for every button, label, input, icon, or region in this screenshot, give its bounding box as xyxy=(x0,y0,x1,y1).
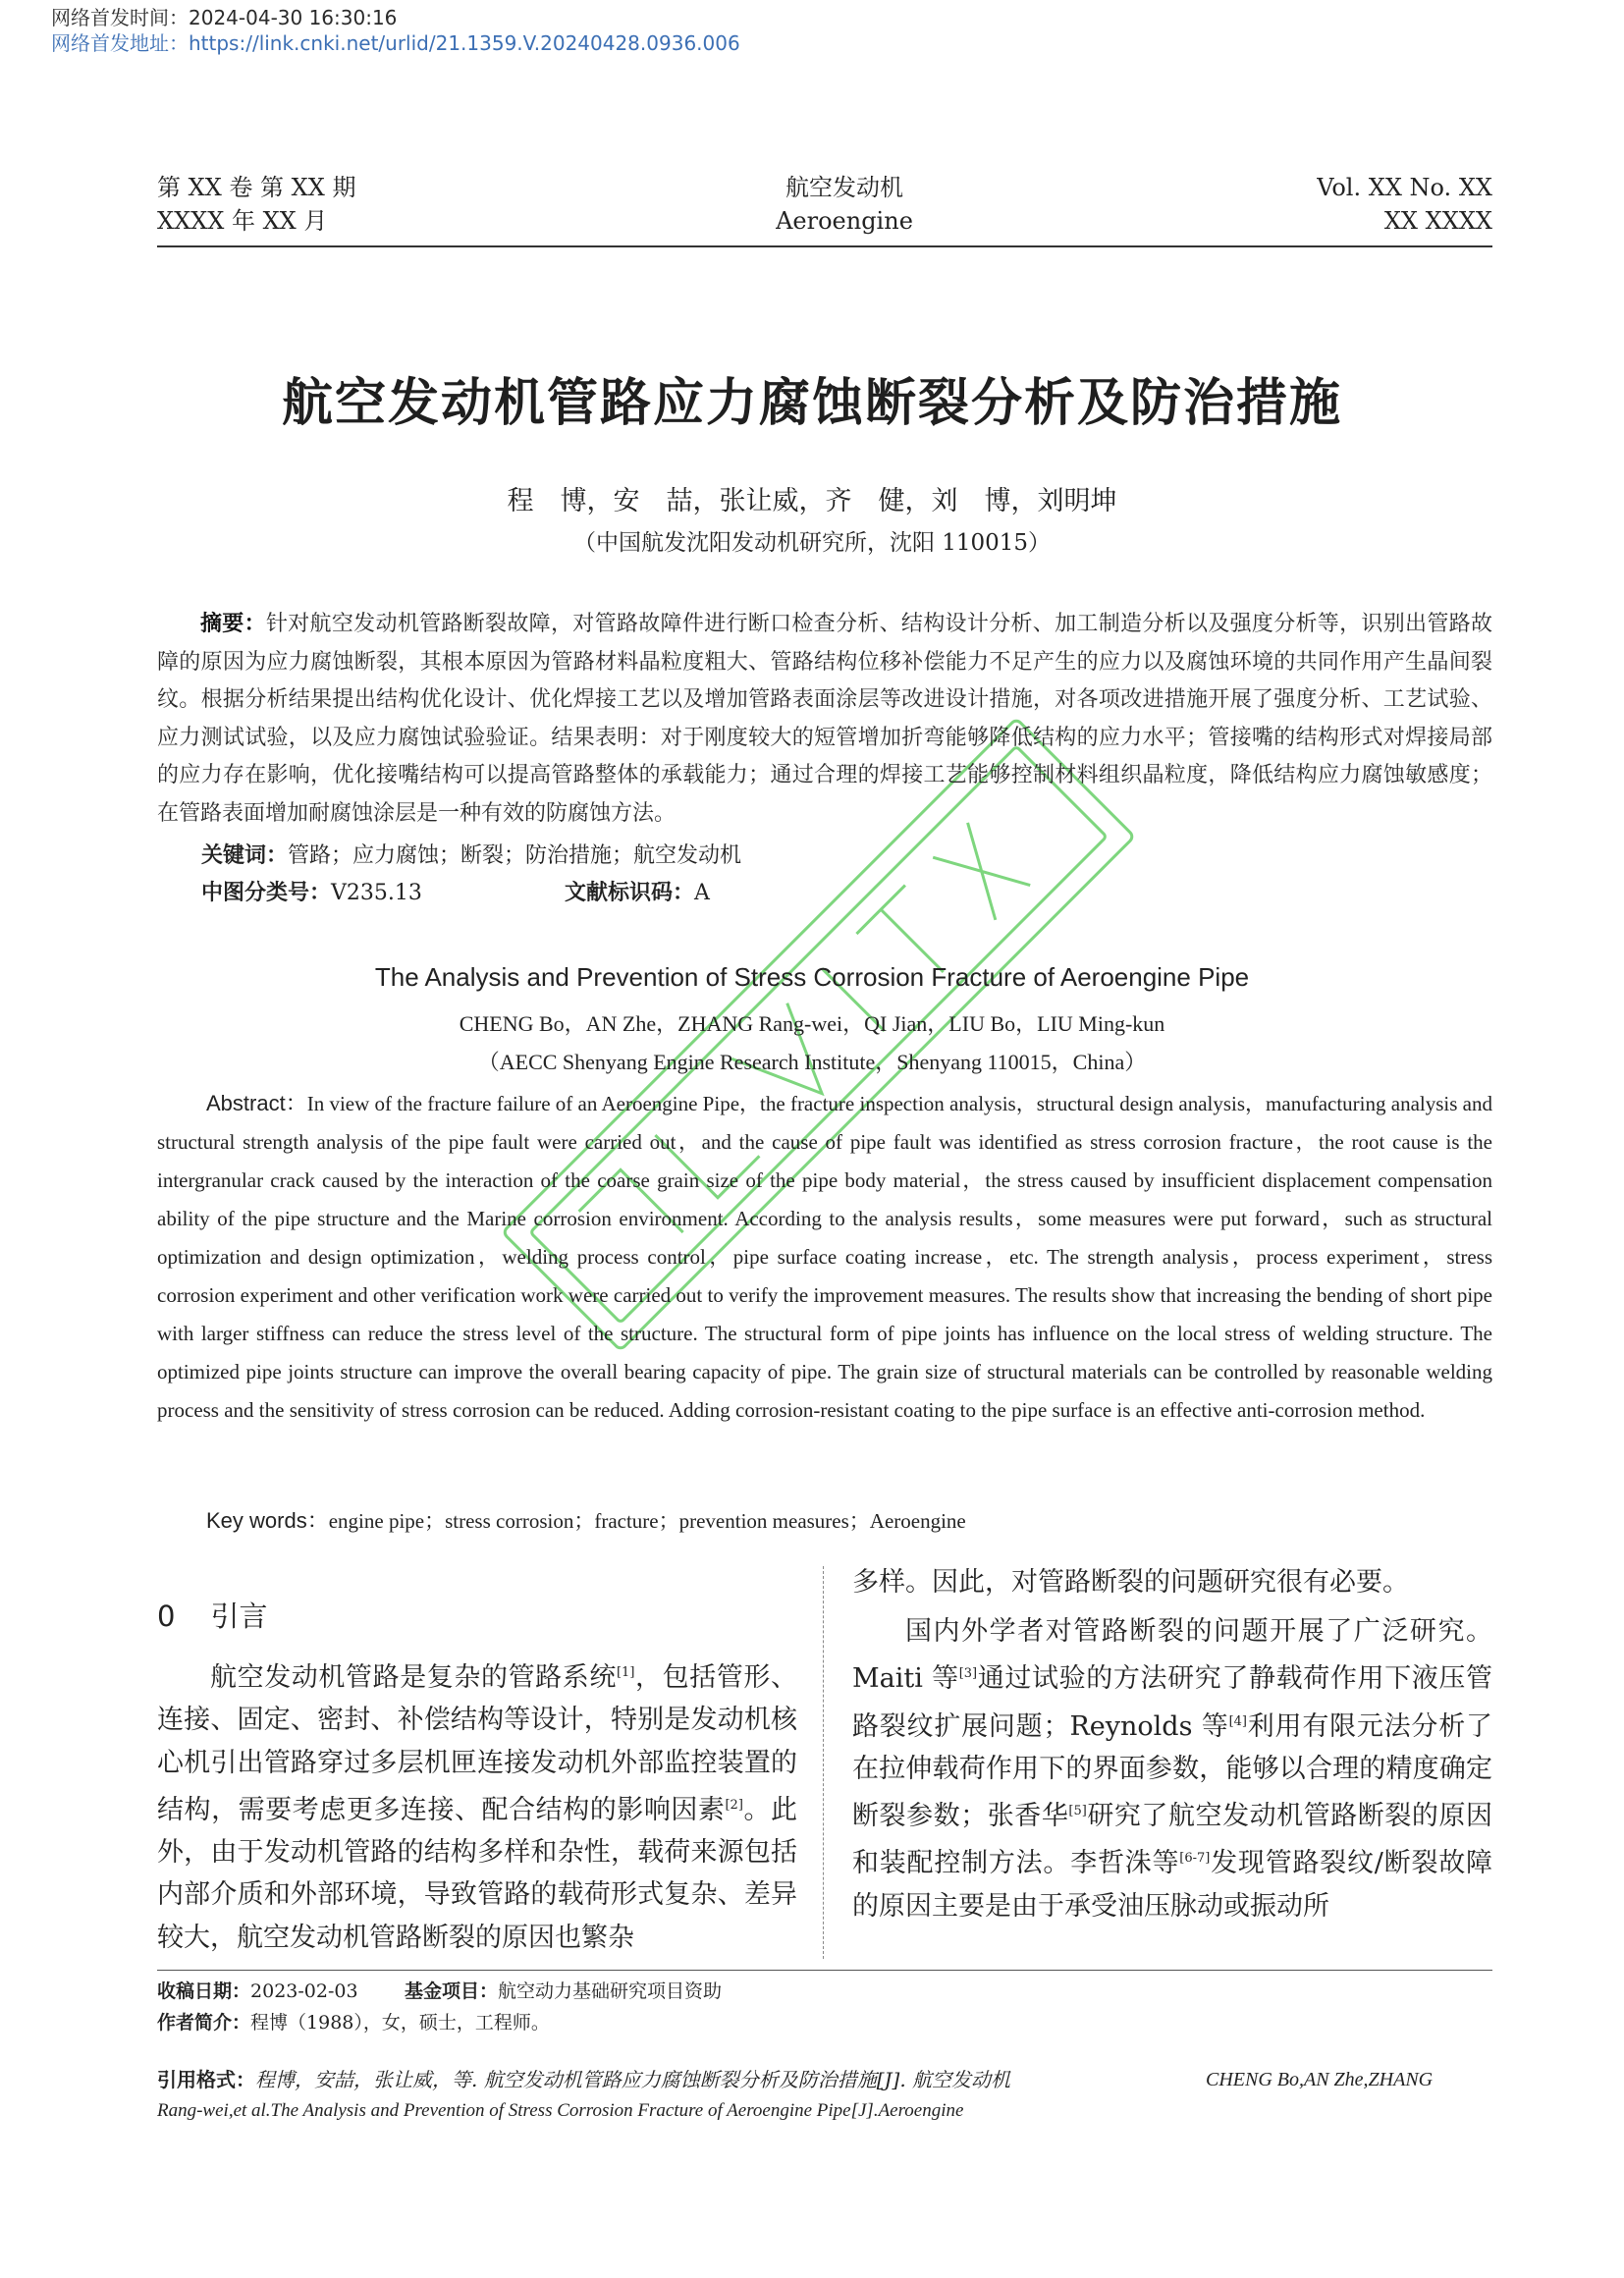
author-value: 程博（1988），女，硕士，工程师。 xyxy=(250,2012,550,2034)
ref-link[interactable]: [4] xyxy=(1228,1713,1247,1729)
ref-link[interactable]: [1] xyxy=(616,1665,635,1680)
citation-label: 引用格式： xyxy=(157,2068,255,2091)
classification-text: V235.13 xyxy=(331,881,422,905)
column-divider xyxy=(823,1566,824,1959)
body-text: ，包括管形、连接、固定、密封、补偿结构等设计，特别是发动机核心机引出管路穿过多层机匣连接发动机外部监控装置的结构，需要考虑更多连接、配合结构的影响因素 xyxy=(157,1662,797,1825)
received-label: 收稿日期： xyxy=(157,1980,251,2002)
ref-link[interactable]: [2] xyxy=(725,1797,743,1813)
body-text: 通过试验的方法研究了静载荷作用下液压管路裂纹扩展问题；Reynolds 等 xyxy=(852,1663,1492,1742)
header-date: XXXX 年 XX 月 xyxy=(157,207,328,235)
abstract-en-text: In view of the fracture failure of an Aeroengine Pipe，the fracture inspection analysis，structural design analysis，manufacturing analysis and structural strength analysis of the pipe fault were carried out，and the cause of pipe fault was identified as stress corrosion fracture，the root cause is the intergranular crack caused by the interaction of the coarse grain size of the pipe body material，the stress caused by insufficient displacement compensation ability of the pipe structure and the Marine corrosion environment. According to the analysis results，some measures were put forward，such as structural optimization and design optimization，welding process control，pipe surface coating increase，etc. The strength analysis，process experiment，stress corrosion experiment and other verification work were carried out to verify the improvement measures. The results show that increasing the bending of short pipe with larger stiffness can reduce the stress level of the structure. The structural form of pipe joints has influence on the local stress of welding structure. The optimized pipe joints structure can improve the overall bearing capacity of pipe. The grain size of structural materials can be controlled by reasonable welding process and the sensitivity of stress corrosion can be reduced. Adding corrosion-resistant coating to the pipe surface is an effective anti-corrosion method. xyxy=(157,1092,1492,1422)
keywords-en xyxy=(206,1504,966,1535)
keywords-cn-text: 管路；应力腐蚀；断裂；防治措施；航空发动机 xyxy=(288,843,742,868)
abstract-cn-text: 针对航空发动机管路断裂故障，对管路故障件进行断口检查分析、结构设计分析、加工制造分析以及强度分析等，识别出管路故障的原因为应力腐蚀断裂，其根本原因为管路材料晶粒度粗大、管路结构位移补偿能力不足产生的应力以及腐蚀环境的共同作用产生晶间裂纹。根据分析结果提出结构优化设计、优化焊接工艺以及增加管路表面涂层等改进设计措施，对各项改进措施开展了强度分析、工艺试验、应力测试试验，以及应力腐蚀试验验证。结果表明：对于刚度较大的短管增加折弯能够降低结构的应力水平；管接嘴的结构形式对焊接局部的应力存在影响，优化接嘴结构可以提高管路整体的承载能力；通过合理的焊接工艺能够控制材料组织晶粒度，降低结构应力腐蚀敏感度；在管路表面增加耐腐蚀涂层是一种有效的防腐蚀方法。 xyxy=(157,612,1492,826)
header-volume-issue: 第 XX 卷 第 XX 期 xyxy=(157,174,356,201)
citation-cn-text: 程博，安喆，张让威，等. 航空发动机管路应力腐蚀断裂分析及防治措施[J]. 航空发动机 xyxy=(255,2068,1011,2091)
body-text: 国内外学者对管路断裂的问题开展了广泛研究。Maiti 等 xyxy=(852,1616,1492,1695)
ref-link[interactable]: [5] xyxy=(1068,1804,1087,1819)
abstract-cn xyxy=(157,606,1492,833)
received-date xyxy=(157,1978,358,2005)
doc-code-label: 文献标识码： xyxy=(565,881,695,905)
abstract-cn-label: 摘要： xyxy=(200,612,266,636)
body-text: 航空发动机管路是复杂的管路系统 xyxy=(210,1662,617,1693)
body-text: 发现管路裂纹/断裂故障的原因主要是由于承受油压脉动或振动所 xyxy=(852,1848,1492,1922)
paper-title: 航空发动机管路应力腐蚀断裂分析及防治措施 xyxy=(281,373,1342,433)
journal-name-en: Aeroengine xyxy=(776,207,913,235)
header-month-year: XX XXXX xyxy=(1383,207,1492,235)
body-text: 。此外，由于发动机管路的结构多样和杂性，载荷来源包括内部介质和外部环境，导致管路的载荷形式复杂、差异较大，航空发动机管路断裂的原因也繁杂 xyxy=(157,1794,797,1953)
header-vol-no: Vol. XX No. XX xyxy=(1317,174,1492,201)
body-right-column xyxy=(852,1610,1492,1927)
citation-en-tail: CHENG Bo,AN Zhe,ZHANG xyxy=(1206,2069,1434,2090)
header-rule xyxy=(157,245,1492,247)
paper-authors: 程 博，安 喆，张让威，齐 健，刘 博，刘明坤 xyxy=(507,486,1117,516)
doc-code xyxy=(565,876,710,906)
body-left-column xyxy=(157,1652,797,1959)
citation-cn xyxy=(157,2066,1010,2093)
section-number: 0 xyxy=(157,1600,176,1633)
keywords-cn xyxy=(201,839,741,869)
section-title: 引言 xyxy=(210,1600,268,1633)
english-affiliation: （AECC Shenyang Engine Research Institute，Shenyang 110015，China） xyxy=(477,1050,1147,1074)
section-heading xyxy=(157,1595,267,1635)
paper-affiliation: （中国航发沈阳发动机研究所，沈阳 110015） xyxy=(572,530,1052,556)
author-bio xyxy=(157,2009,550,2036)
fund-label: 基金项目： xyxy=(405,1980,499,2002)
classification-label: 中图分类号： xyxy=(201,881,332,905)
header-vol-en xyxy=(1317,171,1492,238)
cnki-url-link[interactable]: 网络首发地址：https://link.cnki.net/urlid/21.1359.V.20240428.0936.006 xyxy=(51,31,740,55)
header-journal xyxy=(609,171,1080,238)
keywords-cn-label: 关键词： xyxy=(201,843,289,868)
english-authors: CHENG Bo，AN Zhe，ZHANG Rang-wei，QI Jian，LIU Bo，LIU Ming-kun xyxy=(459,1011,1165,1036)
abstract-en xyxy=(157,1084,1492,1430)
body-text: 利用有限元法分析了在拉伸载荷作用下的界面参数，能够以合理的精度确定断裂参数；张香华 xyxy=(852,1710,1492,1832)
ref-link[interactable]: [6-7] xyxy=(1179,1851,1211,1867)
body-text: 研究了航空发动机管路断裂的原因和装配控制方法。李哲洙等 xyxy=(852,1801,1492,1879)
header-volume xyxy=(157,171,356,238)
received-value: 2023-02-03 xyxy=(250,1980,358,2002)
keywords-en-label: Key words： xyxy=(206,1508,329,1533)
abstract-en-label: Abstract： xyxy=(206,1091,307,1115)
fund-info xyxy=(405,1978,722,2005)
citation-en-line2: Rang-wei,et al.The Analysis and Prevention of Stress Corrosion Fracture of Aeroengine Pipe[J].Aeroengine xyxy=(157,2100,964,2121)
journal-name-cn: 航空发动机 xyxy=(785,174,903,201)
author-label: 作者简介： xyxy=(157,2012,251,2034)
body-right-continuation: 多样。因此，对管路断裂的问题研究很有必要。 xyxy=(852,1567,1409,1598)
keywords-en-text: engine pipe；stress corrosion；fracture；prevention measures；Aeroengine xyxy=(328,1509,966,1533)
cnki-first-time: 网络首发时间：2024-04-30 16:30:16 xyxy=(51,6,398,29)
classification xyxy=(201,876,422,906)
doc-code-text: A xyxy=(694,881,710,905)
english-title: The Analysis and Prevention of Stress Corrosion Fracture of Aeroengine Pipe xyxy=(374,962,1250,992)
fund-value: 航空动力基础研究项目资助 xyxy=(498,1980,723,2002)
footnote-rule xyxy=(157,1970,1492,1971)
ref-link[interactable]: [3] xyxy=(958,1666,978,1682)
